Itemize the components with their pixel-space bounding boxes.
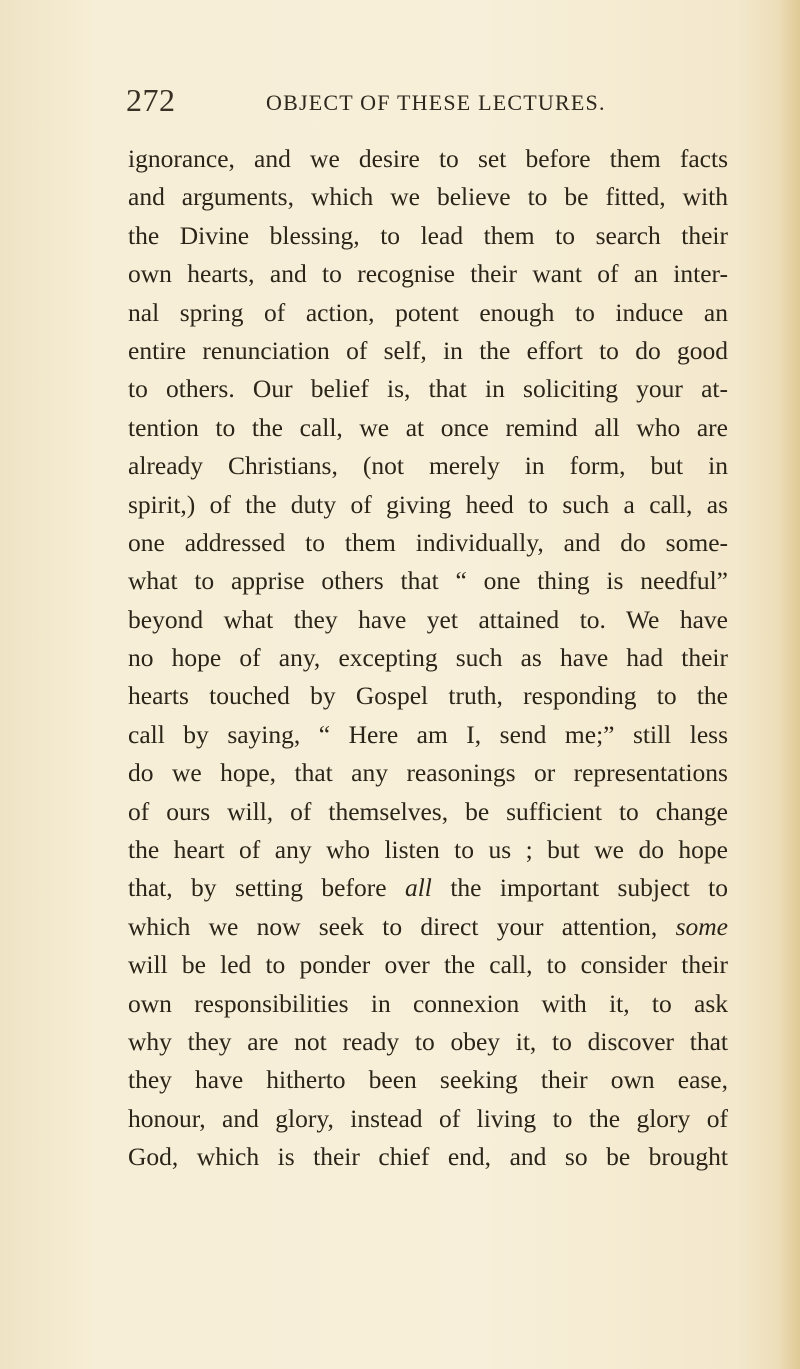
text-line: [128, 677, 728, 715]
text-line: [128, 946, 728, 984]
text-segment: the heart of any who listen to us ; but we do hope: [128, 835, 728, 865]
text-segment: ignorance, and we desire to set before them facts: [128, 144, 728, 173]
text-segment: God, which is their chief end, and so be brought: [128, 1142, 728, 1172]
text-segment: call by saying, “ Here am I, send me;” still less: [128, 719, 728, 749]
text-line: [128, 562, 728, 600]
text-segment: they have hitherto been seeking their own ease,: [128, 1065, 728, 1095]
text-line: [128, 985, 728, 1023]
text-segment: the important subject to: [431, 873, 728, 903]
text-line: [128, 1061, 728, 1099]
text-line: [128, 1100, 728, 1138]
text-segment: to others. Our belief is, that in soliciting your at-: [128, 374, 728, 404]
text-line: [128, 217, 728, 255]
text-segment: own responsibilities in connexion with it, to ask: [128, 988, 728, 1018]
text-segment: that, by setting before: [128, 873, 405, 903]
text-line: [128, 178, 728, 216]
text-line: [128, 486, 728, 524]
text-line: [128, 524, 728, 562]
text-line: [128, 255, 728, 293]
text-segment: why they are not ready to obey it, to discover that: [128, 1026, 728, 1056]
text-segment: honour, and glory, instead of living to the glory of: [128, 1103, 728, 1133]
text-segment: one addressed to them individually, and do some-: [128, 527, 728, 557]
page-number: 272: [126, 82, 176, 118]
text-segment: and arguments, which we believe to be fitted, with: [128, 182, 728, 212]
text-line: [128, 639, 728, 677]
text-line: [128, 370, 728, 408]
text-segment: nal spring of action, potent enough to induce an: [128, 297, 728, 327]
text-line: [128, 409, 728, 447]
text-line: [128, 793, 728, 831]
text-segment: of ours will, of themselves, be sufficient to change: [128, 796, 728, 826]
text-line: [128, 294, 728, 332]
text-segment: beyond what they have yet attained to. We have: [128, 604, 728, 634]
text-segment: spirit,) of the duty of giving heed to such a call, as: [128, 489, 728, 519]
text-line: [128, 908, 728, 946]
text-line: [128, 716, 728, 754]
page-edge-shadow: [778, 0, 800, 1369]
text-segment: tention to the call, we at once remind all who are: [128, 412, 728, 442]
text-segment: already Christians, (not merely in form, but in: [128, 451, 728, 481]
text-line: [128, 332, 728, 370]
text-segment: do we hope, that any reasonings or representations: [128, 758, 728, 788]
text-line: [128, 831, 728, 869]
text-segment: what to apprise others that “ one thing is needful”: [128, 566, 728, 596]
text-segment: hearts touched by Gospel truth, responding to the: [128, 681, 728, 711]
body-text: [128, 140, 728, 1177]
page-header: [126, 80, 686, 120]
text-segment: which we now seek to direct your attention,: [128, 911, 676, 941]
text-segment: own hearts, and to recognise their want of an inter-: [128, 259, 728, 289]
text-line: [128, 1138, 728, 1176]
text-segment: will be led to ponder over the call, to consider their: [128, 950, 728, 980]
text-line: [128, 1023, 728, 1061]
text-line: [128, 869, 728, 907]
italic-word: all: [404, 873, 432, 903]
text-line: [128, 754, 728, 792]
text-segment: the Divine blessing, to lead them to search their: [128, 220, 728, 250]
text-segment: no hope of any, excepting such as have had their: [128, 643, 728, 673]
text-line: [128, 140, 728, 178]
italic-word: some: [675, 911, 728, 941]
text-segment: entire renunciation of self, in the effort to do good: [128, 335, 728, 365]
running-title: OBJECT OF THESE LECTURES.: [266, 90, 606, 115]
text-line: [128, 447, 728, 485]
text-line: [128, 601, 728, 639]
